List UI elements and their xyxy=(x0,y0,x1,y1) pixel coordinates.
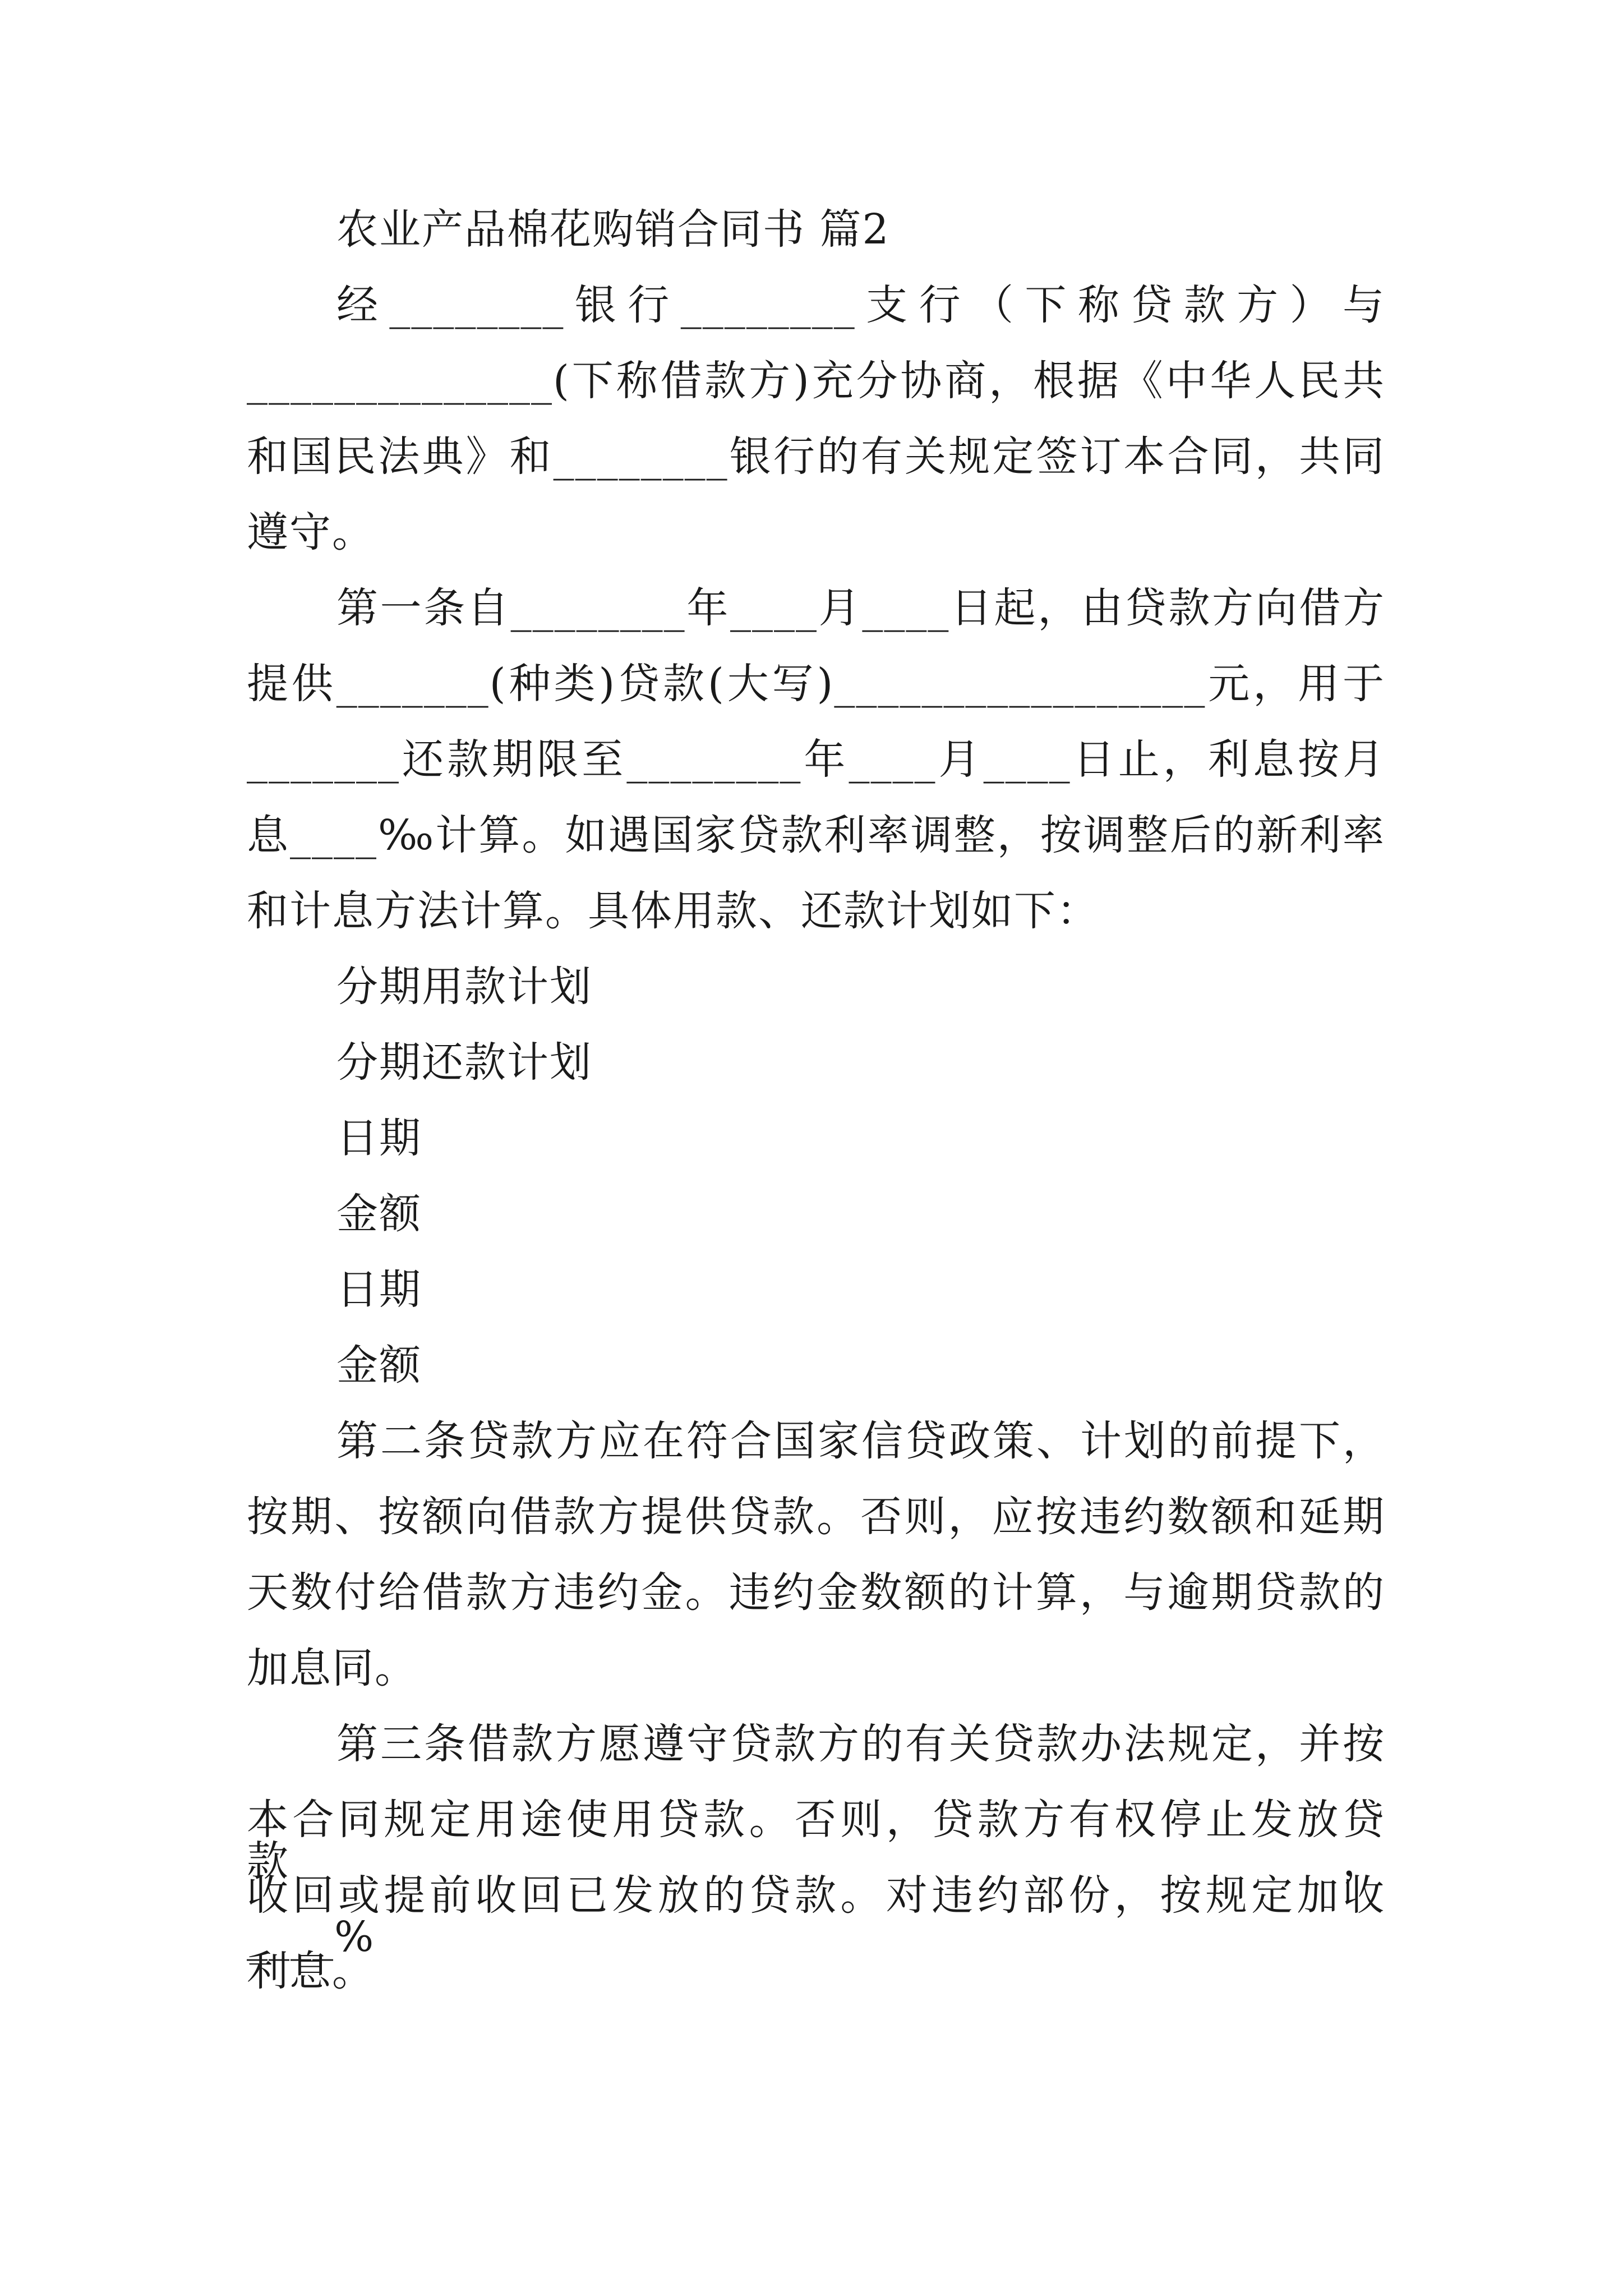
document-title: 农业产品棉花购销合同书 篇2 xyxy=(336,205,890,254)
paragraph-line: 利息。 xyxy=(247,1947,375,1995)
paragraph-line: 本合同规定用途使用贷款。否则，贷款方有权停止发放贷款， xyxy=(247,1796,1385,1885)
paragraph-line: ______________(下称借款方)充分协商，根据《中华人民共 xyxy=(247,357,1385,405)
paragraph-line: 按期、按额向借款方提供贷款。否则，应按违约数额和延期 xyxy=(247,1493,1385,1541)
paragraph-line: 遵守。 xyxy=(247,508,375,556)
plan-field-label: 金额 xyxy=(336,1341,422,1389)
paragraph-line: 第二条贷款方应在符合国家信贷政策、计划的前提下， xyxy=(336,1417,1385,1465)
plan-field-label: 日期 xyxy=(336,1114,422,1162)
plan-field-label: 金额 xyxy=(336,1190,422,1238)
paragraph-line: 息____‰计算。如遇国家贷款利率调整，按调整后的新利率 xyxy=(247,811,1385,859)
paragraph-line: 和计息方法计算。具体用款、还款计划如下： xyxy=(247,887,1099,935)
paragraph-line: 收回或提前收回已发放的贷款。对违约部份，按规定加收____% xyxy=(247,1871,1385,1961)
paragraph-line: 提供_______(种类)贷款(大写)_________________元，用于 xyxy=(247,660,1385,708)
paragraph-line: 第三条借款方愿遵守贷款方的有关贷款办法规定，并按 xyxy=(336,1720,1385,1768)
plan-heading: 分期用款计划 xyxy=(336,963,592,1011)
paragraph-line: 加息同。 xyxy=(247,1644,417,1692)
plan-heading: 分期还款计划 xyxy=(336,1038,592,1087)
paragraph-line: 天数付给借款方违约金。违约金数额的计算，与逾期贷款的 xyxy=(247,1568,1385,1617)
paragraph-line: 第一条自________年____月____日起，由贷款方向借方 xyxy=(336,584,1385,632)
paragraph-line: 和国民法典》和________银行的有关规定签订本合同，共同 xyxy=(247,432,1385,481)
paragraph-line: 经________银行________支行（下称贷款方）与 xyxy=(336,281,1385,329)
paragraph-line: _______还款期限至________年____月____日止，利息按月 xyxy=(247,735,1385,784)
plan-field-label: 日期 xyxy=(336,1266,422,1314)
